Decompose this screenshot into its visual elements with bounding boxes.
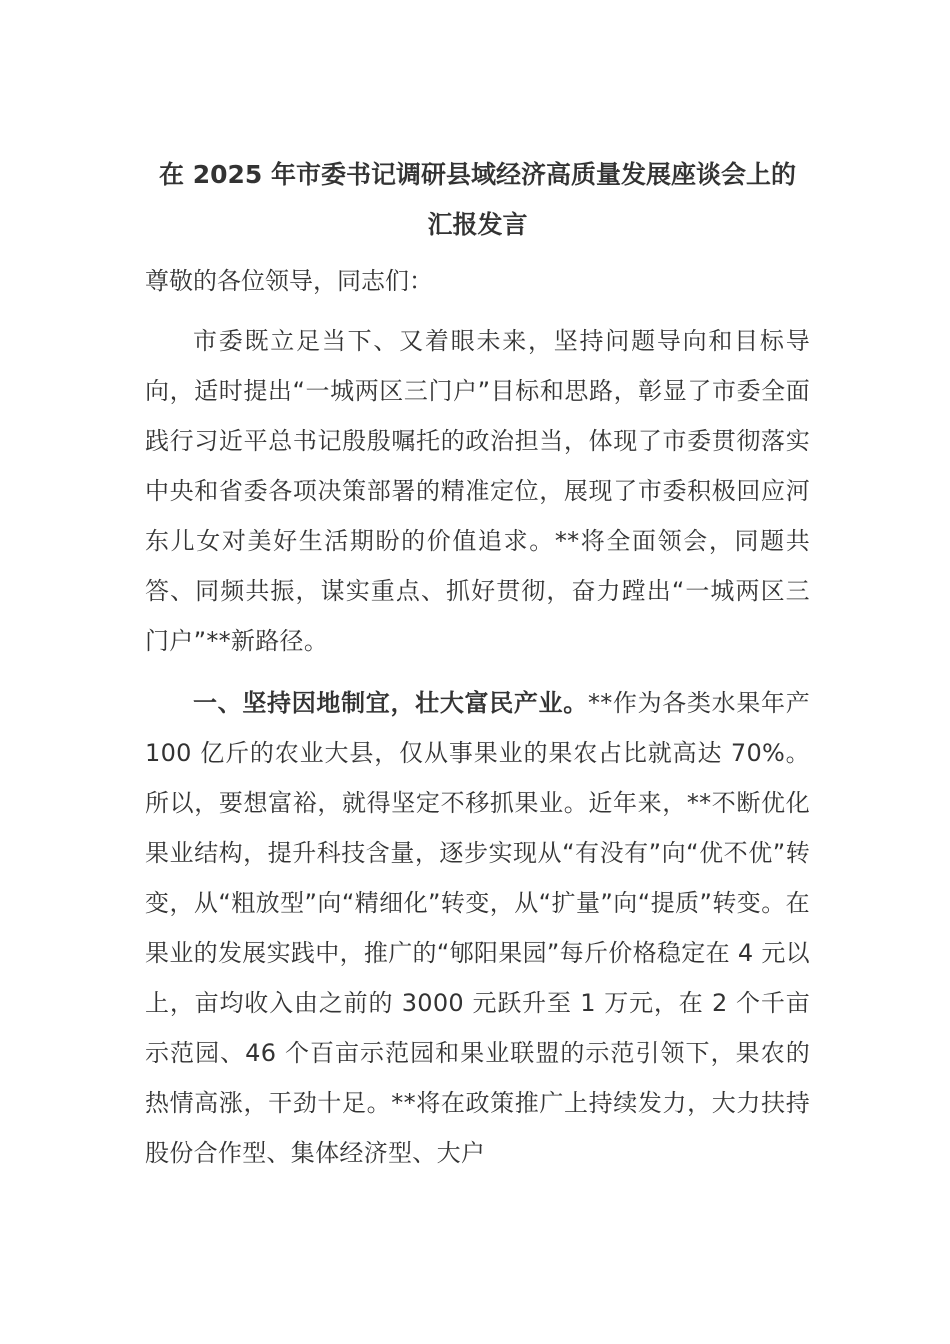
title-line-2: 汇报发言 bbox=[427, 210, 528, 239]
section-1-body: **作为各类水果年产 100 亿斤的农业大县，仅从事果业的果农占比就高达 70%。所以，要想富裕，就得坚定不移抓果业。近年来，**不断优化果业结构，提升科技含量，逐步实现从“有没有”向“优不优”转变，从“粗放型”向“精细化”转变，从“扩量”向“提质”转变。在果业的发展实践中，推广的“郇阳果园”每斤价格稳定在 4 元以上，亩均收入由之前的 3000 元跃升至 1 万元，在 2 个千亩示范园、46 个百亩示范园和果业联盟的示范引领下，果农的热情高涨，干劲十足。**将在政策推广上持续发力，大力扶持股份合作型、集体经济型、大户 bbox=[145, 689, 810, 1167]
paragraph-intro: 市委既立足当下、又着眼未来，坚持问题导向和目标导向，适时提出“一城两区三门户”目标和思路，彰显了市委全面践行习近平总书记殷殷嘱托的政治担当，体现了市委贯彻落实中央和省委各项决策部署的精准定位，展现了市委积极回应河东儿女对美好生活期盼的价值追求。**将全面领会，同题共答、同频共振，谋实重点、抓好贯彻，奋力蹚出“一城两区三门户”**新路径。 bbox=[145, 327, 810, 655]
section-1-heading: 一、坚持因地制宜，壮大富民产业。 bbox=[193, 689, 588, 717]
document-page bbox=[145, 150, 810, 1178]
document-title bbox=[145, 150, 810, 250]
salutation: 尊敬的各位领导，同志们： bbox=[145, 267, 433, 295]
paragraph-section-1 bbox=[145, 678, 810, 1178]
title-line-1: 在 2025 年市委书记调研县域经济高质量发展座谈会上的 bbox=[159, 160, 796, 189]
